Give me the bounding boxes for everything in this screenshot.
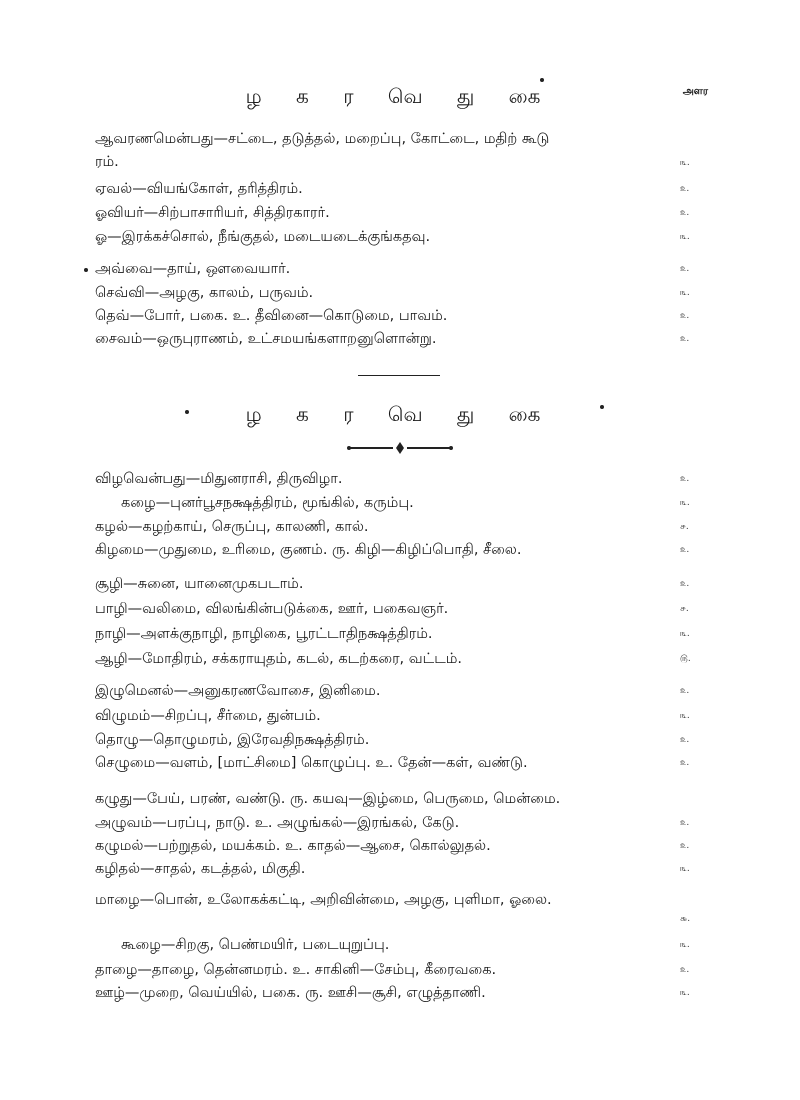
entry-count: ௩. <box>680 498 690 508</box>
entry-count: ௩. <box>680 988 690 998</box>
list-item: ஆழி—மோதிரம், சக்கராயுதம், கடல், கடற்கரை, வட்டம். <box>95 651 463 667</box>
entry-count: ௩. <box>680 158 690 168</box>
entry-count: ௨. <box>680 545 690 555</box>
entry-count: ௨. <box>680 184 690 194</box>
entry-count: ௨. <box>680 965 690 975</box>
print-speck <box>600 405 604 409</box>
print-speck <box>185 410 189 414</box>
entry-count: ௨. <box>680 334 690 344</box>
print-speck <box>540 78 544 82</box>
list-item: கழுது—பேய், பரண், வண்டு. ரு. கயவு—இழ்மை, பெருமை, மென்மை. <box>95 791 561 807</box>
entry-count: ௨. <box>680 818 690 828</box>
list-item: ஏவல்—வியங்கோள், தரித்திரம். <box>95 181 303 197</box>
section-heading: ழ க ர வெ து கை <box>245 402 555 426</box>
ornament-divider <box>345 441 455 455</box>
list-item: அவ்வை—தாய், ஔவையார். <box>95 261 291 277</box>
page-folio: அளர <box>682 86 708 97</box>
entry-count: ௨. <box>680 841 690 851</box>
list-item: ரம். <box>95 154 119 170</box>
section-divider <box>358 375 440 376</box>
list-item: செழுமை—வளம், [மாட்சிமை] கொழுப்பு. உ. தேன்—கள், வண்டு. <box>95 755 528 771</box>
list-item: கழுமல்—பற்றுதல், மயக்கம். உ. காதல்—ஆசை, கொல்லுதல். <box>95 838 491 854</box>
list-item: கூழை—சிறகு, பெண்மயிர், படையுறுப்பு. <box>121 937 390 953</box>
list-item: செவ்வி—அழகு, காலம், பருவம். <box>95 285 314 301</box>
list-item: விழவென்பது—மிதுனராசி, திருவிழா. <box>95 471 343 487</box>
list-item: கழை—புனர்பூசநக்ஷத்திரம், மூங்கில், கரும்பு. <box>121 495 414 511</box>
list-item: கழிதல்—சாதல், கடத்தல், மிகுதி. <box>95 861 306 877</box>
entry-count: ௨. <box>680 579 690 589</box>
entry-count: ௨. <box>680 264 690 274</box>
entry-count: ௨. <box>680 208 690 218</box>
entry-count: ௪. <box>680 604 689 614</box>
list-item: அழுவம்—பரப்பு, நாடு. உ. அழுங்கல்—இரங்கல், கேடு. <box>95 815 460 831</box>
list-item: நாழி—அளக்குநாழி, நாழிகை, பூரட்டாதிநக்ஷத்திரம். <box>95 626 433 642</box>
entry-count: ௨. <box>680 758 690 768</box>
print-speck <box>84 268 88 272</box>
list-item: சூழி—சுனை, யானைமுகபடாம். <box>95 576 304 592</box>
list-item: ஓ—இரக்கச்சொல், நீங்குதல், மடையடைக்குங்கதவு. <box>95 229 431 245</box>
entry-count: ௨. <box>680 686 690 696</box>
entry-count: ௬. <box>680 914 691 924</box>
entry-count: ௩. <box>680 288 690 298</box>
list-item: ஊழ்—முறை, வெய்யில், பகை. ரு. ஊசி—சூசி, எழுத்தாணி. <box>95 985 486 1001</box>
entry-count: ௩. <box>680 864 690 874</box>
list-item: தொழு—தொழுமரம், இரேவதிநக்ஷத்திரம். <box>95 732 370 748</box>
list-item: சைவம்—ஒருபுராணம், உட்சமயங்களாறனுளொன்று. <box>95 331 437 347</box>
list-item: இழுமெனல்—அனுகரணவோசை, இனிமை. <box>95 683 381 699</box>
entry-count: ௨. <box>680 474 690 484</box>
entry-count: ௪. <box>680 522 689 532</box>
entry-count: ௩. <box>680 629 690 639</box>
list-item: தெவ்—போர், பகை. உ. தீவினை—கொடுமை, பாவம். <box>95 308 448 324</box>
list-item: விழுமம்—சிறப்பு, சீர்மை, துன்பம். <box>95 708 321 724</box>
section-heading: ழ க ர வெ து கை <box>245 84 555 108</box>
entry-count: ௨. <box>680 311 690 321</box>
entry-count: ௨. <box>680 735 690 745</box>
list-item: கிழமை—முதுமை, உரிமை, குணம். ரு. கிழி—கிழிப்பொதி, சீலை. <box>95 542 522 558</box>
list-item: பாழி—வலிமை, விலங்கின்படுக்கை, ஊர், பகைவஞர். <box>95 601 449 617</box>
entry-count: ௫. <box>680 654 691 664</box>
list-item: ஓவியர்—சிற்பாசாரியர், சித்திரகாரர். <box>95 205 330 221</box>
entry-count: ௩. <box>680 711 690 721</box>
list-item: தாழை—தாழை, தென்னமரம். உ. சாகினி—சேம்பு, கீரைவகை. <box>95 962 497 978</box>
list-item: கழல்—கழற்காய், செருப்பு, காலணி, கால். <box>95 519 369 535</box>
entry-count: ௩. <box>680 232 690 242</box>
entry-count: ௩. <box>680 940 690 950</box>
list-item: ஆவரணமென்பது—சட்டை, தடுத்தல், மறைப்பு, கோட்டை, மதிற் கூடு <box>95 131 550 147</box>
list-item: மாழை—பொன், உலோகக்கட்டி, அறிவின்மை, அழகு, புளிமா, ஓலை. <box>95 892 552 908</box>
